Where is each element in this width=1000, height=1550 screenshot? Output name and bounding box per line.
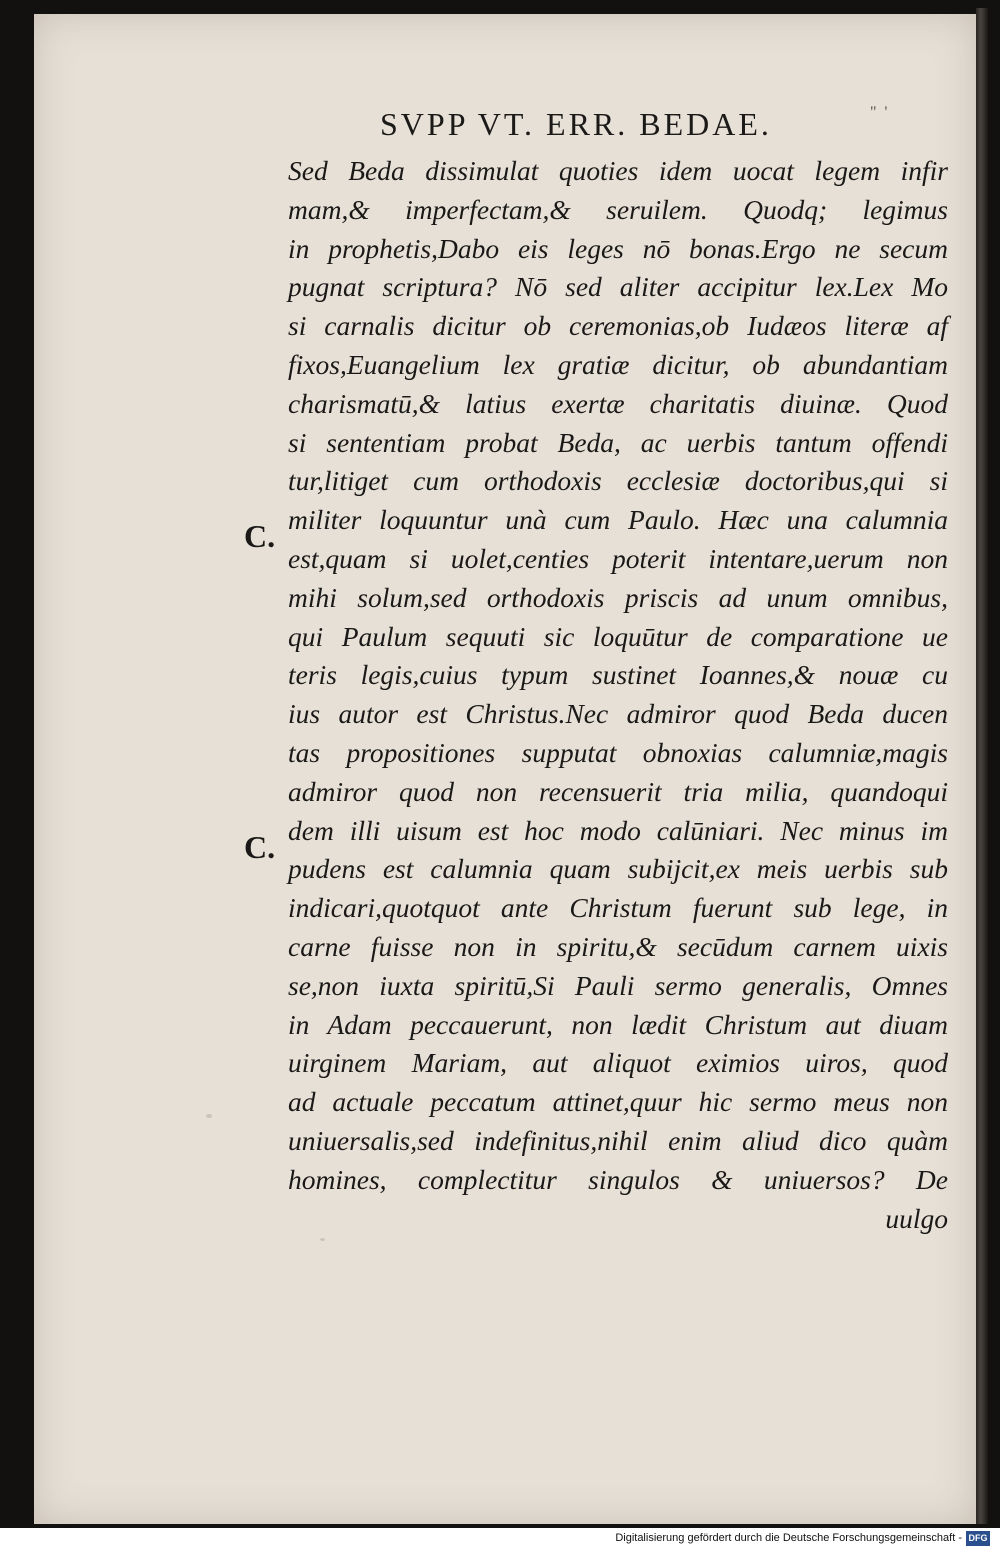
text-line: mam,& imperfectam,& seruilem. Quodq; legimus [288,193,948,225]
text-line: se,non iuxta spiritū,Si Pauli sermo generalis, Omnes [288,969,948,1001]
text-line: fixos,Euangelium lex gratiæ dicitur, ob abundantiam [288,348,948,380]
text-line: indicari,quotquot ante Christum fuerunt sub lege, in [288,892,948,924]
dfg-logo: DFG [966,1531,990,1546]
text-line: mihi solum,sed orthodoxis priscis ad unum omnibus, [288,581,948,613]
text-line: ius autor est Christus.Nec admiror quod Beda ducen [288,698,948,730]
text-line: si sententiam probat Beda, ac uerbis tantum offendi [288,426,948,458]
footer-bar [0,1528,1000,1550]
text-line: tas propositiones supputat obnoxias calumniæ,magis [288,736,948,768]
text-line: uirginem Mariam, aut aliquot eximios uiros, quod [288,1047,948,1079]
text-line: teris legis,cuius typum sustinet Ioannes,& nouæ cu [288,659,948,691]
paper-stain [206,1114,212,1118]
catchword: uulgo [885,1202,948,1234]
text-line: militer loquuntur unà cum Paulo. Hæc una calumnia [288,504,948,536]
text-line: homines, complectitur singulos & uniuersos? De [288,1163,948,1195]
running-head-text: SVPP VT. ERR. BEDAE. [380,106,772,142]
footer-credit: Digitalisierung gefördert durch die Deutsche Forschungsgemeinschaft - [615,1532,962,1544]
text-line: uniuersalis,sed indefinitus,nihil enim aliud dico quàm [288,1124,948,1156]
margin-note: C. [244,829,276,865]
text-line: pudens est calumnia quam subijcit,ex meis uerbis sub [288,853,948,885]
text-line: admiror quod non recensuerit tria milia, quandoqui [288,775,948,807]
head-mark: " ' [870,104,890,121]
text-line: carne fuisse non in spiritu,& secūdum carnem uixis [288,930,948,962]
text-line: est,quam si uolet,centies poterit intentare,uerum non [288,542,948,574]
text-line: pugnat scriptura? Nō sed aliter accipitur lex.Lex Mo [288,271,948,303]
paper-stain [320,1238,325,1241]
text-line: si carnalis dicitur ob ceremonias,ob Iudæos literæ af [288,310,948,342]
text-line: in prophetis,Dabo eis leges nō bonas.Ergo ne secum [288,232,948,264]
text-line: tur,litiget cum orthodoxis ecclesiæ doctoribus,qui si [288,465,948,497]
text-line: ad actuale peccatum attinet,quur hic sermo meus non [288,1086,948,1118]
body-text [288,152,948,1238]
margin-note: C. [244,518,276,554]
text-line: qui Paulum sequuti sic loquūtur de comparatione ue [288,620,948,652]
text-line: charismatū,& latius exertæ charitatis diuinæ. Quod [288,387,948,419]
text-line: Sed Beda dissimulat quoties idem uocat legem infir [288,155,948,186]
book-edge [976,8,988,1524]
running-head [380,104,890,143]
text-line: in Adam peccauerunt, non lædit Christum aut diuam [288,1008,948,1040]
text-line: dem illi uisum est hoc modo calūniari. Nec minus im [288,814,948,846]
